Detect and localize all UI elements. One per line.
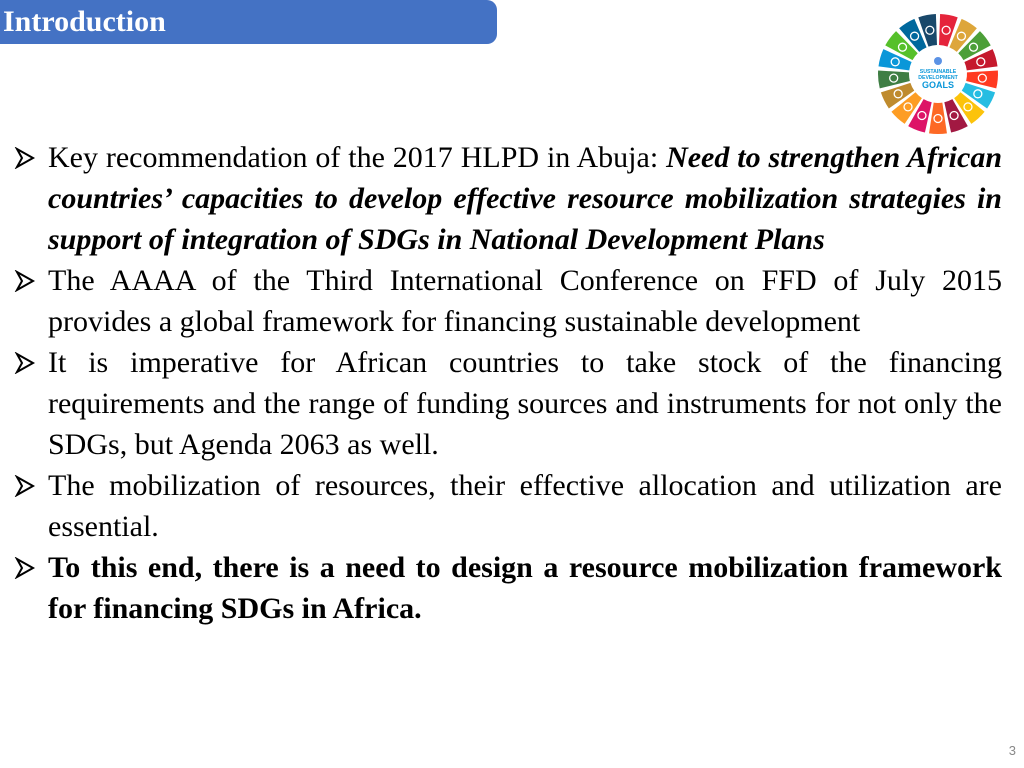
slide-title: Introduction (3, 5, 166, 38)
bullet-item (14, 342, 1002, 465)
sdg-segment (929, 103, 947, 134)
bullet-emphasis-text: Need to strengthen African countries’ capacities to develop effective resource mobilization strategies in support of integration of SDGs in National Development Plans (48, 141, 1003, 256)
bullet-item (14, 260, 1002, 342)
bullet-item (14, 547, 1002, 629)
bullet-item (14, 137, 1002, 260)
arrow-bullet-icon (14, 342, 48, 383)
bullet-text: The AAAA of the Third International Conference on FFD of July 2015 provides a global framework for financing sustainable development (48, 264, 1002, 338)
page-number: 3 (1008, 743, 1016, 758)
bullet-text: It is imperative for African countries to take stock of the financing requirements and the range of funding sources and instruments for not only the SDGs, but Agenda 2063 as well. (48, 346, 1002, 461)
arrow-bullet-icon (14, 547, 48, 588)
bullet-list (14, 137, 1002, 629)
arrow-bullet-icon (14, 137, 48, 178)
sdg-logo (876, 12, 1000, 136)
bullet-item (14, 465, 1002, 547)
bullet-text (48, 137, 1002, 260)
bullet-text: The mobilization of resources, their effective allocation and utilization are essential. (48, 469, 1002, 543)
bullet-plain-text: Key recommendation of the 2017 HLPD in Abuja: (48, 141, 667, 174)
sdg-logo-line-3: GOALS (921, 80, 955, 90)
sdg-logo-line-2: DEVELOPMENT (918, 75, 958, 81)
arrow-bullet-icon (14, 260, 48, 301)
bullet-bold-text: To this end, there is a need to design a resource mobilization framework for financing SDGs in Africa. (48, 551, 1002, 625)
sdg-wheel-icon (876, 12, 1000, 136)
sdg-logo-line-1: SUSTAINABLE (919, 69, 957, 75)
title-bar (0, 0, 497, 44)
arrow-bullet-icon (14, 465, 48, 506)
